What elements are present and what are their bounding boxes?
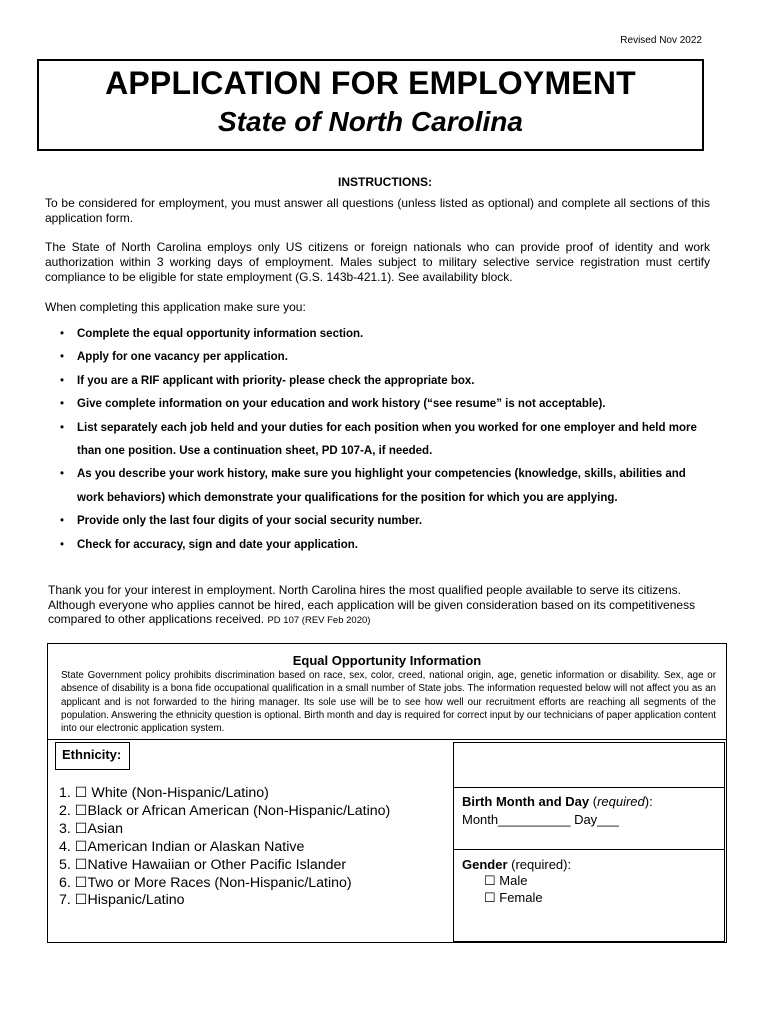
- page-title: APPLICATION FOR EMPLOYMENT: [105, 65, 636, 101]
- ethnicity-option-hispanic[interactable]: 7. ☐Hispanic/Latino: [59, 892, 185, 909]
- thanks-text: Thank you for your interest in employment. North Carolina hires the most qualified people available to serve its citizens. Although everyone who applies cannot be hired, each application will be given consideration based on its competitiveness compared to other applications received.: [48, 583, 696, 626]
- instructions-bullet-list: [60, 323, 710, 557]
- ethnicity-option-black[interactable]: 2. ☐Black or African American (Non-Hispanic/Latino): [59, 802, 391, 819]
- revised-date: Revised Nov 2022: [620, 35, 702, 46]
- eeo-title: Equal Opportunity Information: [292, 653, 482, 668]
- birth-day-field[interactable]: Day___: [574, 812, 619, 827]
- birth-required-note: required: [597, 794, 645, 809]
- ethnicity-option-american-indian[interactable]: 4. ☐American Indian or Alaskan Native: [59, 838, 305, 855]
- gender-label-text: Gender: [462, 857, 508, 872]
- title-box: [37, 59, 704, 151]
- gender-required-note: (required):: [511, 857, 572, 872]
- bullet-item: • Provide only the last four digits of your social security number.: [60, 510, 710, 533]
- bullet-item: • If you are a RIF applicant with priority- please check the appropriate box.: [60, 370, 710, 393]
- ethnicity-option-pacific-islander[interactable]: 5. ☐Native Hawaiian or Other Pacific Islander: [59, 856, 347, 873]
- bullet-item: • List separately each job held and your duties for each position when you worked for one employer and held more than one position. Use a continuation sheet, PD 107-A, if needed.: [60, 417, 710, 464]
- birth-label-text: Birth Month and Day: [462, 794, 590, 809]
- birth-fields: [462, 812, 619, 827]
- eeo-policy-text: State Government policy prohibits discrimination based on race, sex, color, creed, national origin, age, genetic information or disability. Sex, age or absence of disability is a bona fide occupational qualification in a small number of State jobs. The information requested below will not affect you as an applicant and is not forwarded to the hiring manager. Its sole use will be to see how well our recruitment efforts are reaching all segments of the population. Answering the ethnicity question is optional. Birth month and day is required for correct input by our technicians of paper application content into our electronic application system.: [61, 670, 716, 735]
- gender-label: [462, 857, 571, 872]
- blank-field-box: [453, 742, 725, 788]
- instructions-paragraph-1: To be considered for employment, you must answer all questions (unless listed as optional) and complete all sections of this application form.: [45, 196, 710, 225]
- ethnicity-option-asian[interactable]: 3. ☐Asian: [59, 820, 123, 837]
- gender-box: [453, 849, 725, 942]
- birth-month-field[interactable]: Month__________: [462, 812, 571, 827]
- bullet-item: • Apply for one vacancy per application.: [60, 346, 710, 369]
- instructions-heading: INSTRUCTIONS:: [338, 175, 432, 189]
- form-code: PD 107 (REV Feb 2020): [267, 615, 371, 626]
- thanks-paragraph: [48, 583, 713, 629]
- ethnicity-option-two-or-more[interactable]: 6. ☐Two or More Races (Non-Hispanic/Latino): [59, 874, 352, 891]
- instructions-paragraph-2: The State of North Carolina employs only US citizens or foreign nationals who can provide proof of identity and work authorization within 3 working days of employment. Males subject to military selective service registration must certify compliance to be eligible for state employment (G.S. 143b-421.1). See availability block.: [45, 240, 710, 284]
- bullet-item: • Check for accuracy, sign and date your application.: [60, 534, 710, 557]
- gender-option-female[interactable]: ☐ Female: [484, 890, 543, 905]
- ethnicity-option-white[interactable]: 1. ☐ White (Non-Hispanic/Latino): [59, 785, 269, 801]
- equal-opportunity-section: [47, 643, 727, 943]
- ethnicity-options: [59, 785, 390, 910]
- bullet-item: • Complete the equal opportunity information section.: [60, 323, 710, 346]
- instructions-paragraph-3: When completing this application make sure you:: [45, 300, 306, 314]
- ethnicity-label: Ethnicity:: [55, 742, 130, 770]
- gender-option-male[interactable]: ☐ Male: [484, 873, 528, 888]
- bullet-item: • Give complete information on your education and work history (“see resume” is not acceptable).: [60, 393, 710, 416]
- page-subtitle: State of North Carolina: [218, 106, 523, 137]
- birth-label: Birth Month and Day (required):: [462, 794, 653, 809]
- bullet-item: • As you describe your work history, make sure you highlight your competencies (knowledge, skills, abilities and work behaviors) which demonstrate your qualifications for the position for which you are applying.: [60, 463, 710, 510]
- birth-month-day-box: [453, 788, 725, 850]
- eeo-divider: [48, 739, 726, 740]
